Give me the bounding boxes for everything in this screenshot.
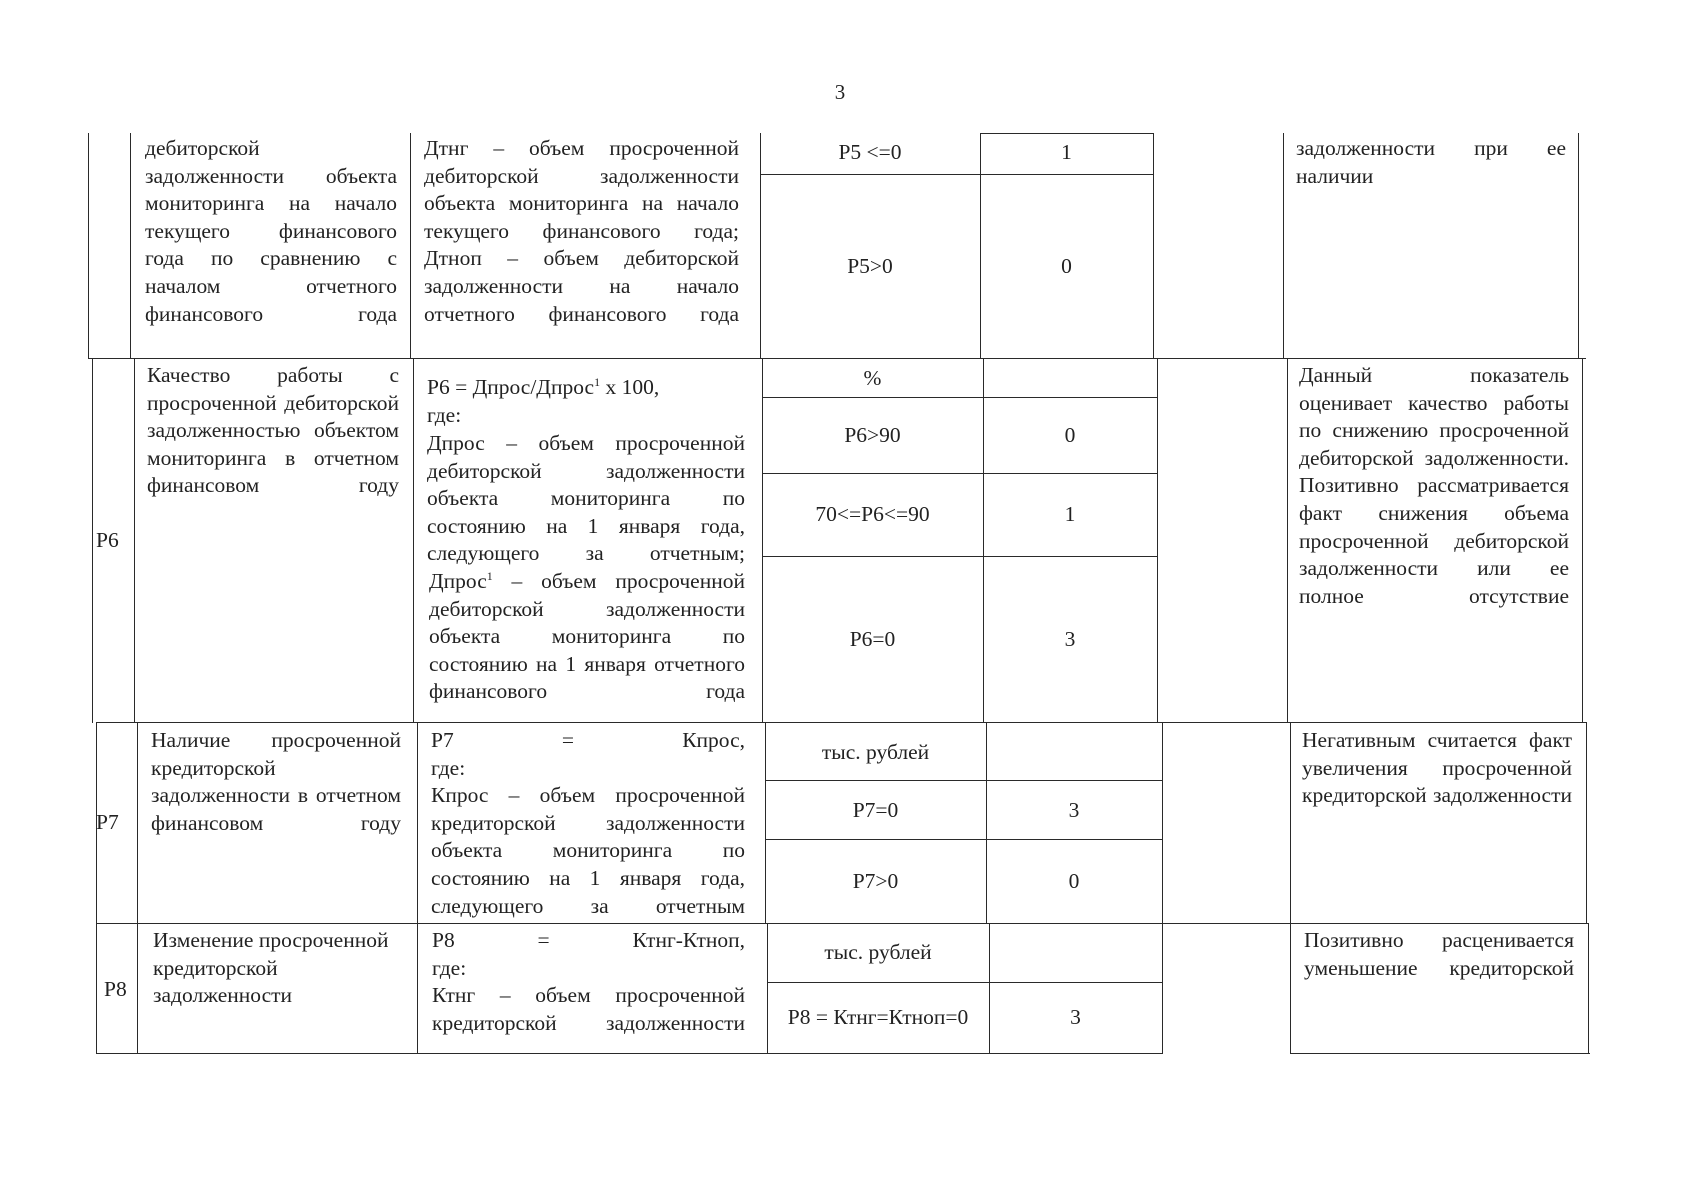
- indicator-comment: задолженности при ее наличии: [1296, 136, 1566, 188]
- condition-cell: P6>90: [844, 423, 901, 447]
- score-cell: 0: [1061, 254, 1072, 278]
- table-rule: [760, 174, 1153, 175]
- indicator-name: дебиторской задолженности объекта мониторинга на начало текущего финансового года по сравнению с началом отчетного финансового года: [145, 136, 397, 326]
- table-rule: [1578, 133, 1579, 359]
- formula-text: Дпрос: [429, 569, 487, 593]
- table-rule: [88, 133, 89, 359]
- table-rule: [762, 358, 763, 723]
- formula-line: [427, 374, 745, 402]
- table-rule: [760, 133, 761, 359]
- condition-cell: P5>0: [847, 254, 893, 278]
- table-rule: [92, 358, 93, 723]
- score-cell: 0: [1068, 869, 1080, 893]
- formula-superscript: 1: [486, 568, 493, 583]
- indicator-name: Изменение просроченной кредиторской задолженности: [153, 928, 389, 1008]
- table-rule: [765, 839, 1163, 840]
- formula-where: где:: [427, 403, 462, 427]
- score-cell: 1: [1064, 502, 1076, 526]
- indicator-code: P6: [96, 528, 119, 552]
- score-cell: 1: [1061, 140, 1072, 164]
- table-rule: [417, 722, 418, 1054]
- table-rule: [1290, 722, 1291, 1054]
- table-rule: [1157, 358, 1158, 723]
- table-rule: [96, 923, 1588, 924]
- table-rule: [130, 133, 131, 359]
- condition-cell: P7=0: [852, 798, 899, 822]
- table-rule: [1283, 133, 1284, 359]
- formula-text: – объем просроченной дебиторской задолженности объекта мониторинга по состоянию на 1 января отчетного финансового года: [429, 569, 745, 704]
- score-cell: 0: [1064, 423, 1076, 447]
- indicator-comment: Позитивно расценивается уменьшение кредиторской: [1304, 928, 1574, 980]
- page-number: 3: [834, 80, 846, 104]
- table-rule: [1582, 358, 1583, 723]
- table-rule: [1586, 722, 1587, 924]
- table-rule: [765, 780, 1163, 781]
- condition-cell: 70<=P6<=90: [815, 502, 930, 526]
- table-rule: [1588, 923, 1589, 1054]
- table-rule: [413, 358, 414, 723]
- unit-cell: тыс. рублей: [824, 940, 932, 964]
- table-rule: [767, 982, 1163, 983]
- indicator-formula: Дтнг – объем просроченной дебиторской задолженности объекта мониторинга на начало текущего финансового года; Дтноп – объем дебиторской задолженности на начало отчетного финансового года: [424, 136, 739, 326]
- indicator-name: Качество работы с просроченной дебиторской задолженностью объектом мониторинга в отчетном финансовом году: [147, 363, 399, 498]
- score-cell: 3: [1070, 1005, 1081, 1029]
- table-rule: [134, 358, 135, 723]
- table-rule: [137, 722, 138, 1054]
- table-rule: [762, 556, 1157, 557]
- condition-cell: P6=0: [849, 627, 896, 651]
- condition-cell: P7>0: [852, 869, 899, 893]
- formula-definition: [429, 568, 745, 706]
- score-cell: 3: [1068, 798, 1080, 822]
- indicator-formula: P7 = Кпрос, где: Кпрос – объем просроченной кредиторской задолженности объекта мониторинга по состоянию на 1 января года, следующего за отчетным: [431, 728, 745, 918]
- unit-cell: %: [863, 366, 882, 390]
- formula-text: x 100,: [600, 375, 660, 399]
- table-rule: [410, 133, 411, 359]
- table-rule: [762, 397, 1157, 398]
- table-rule: [1162, 722, 1163, 1054]
- table-rule: [96, 1053, 1163, 1054]
- table-rule: [1290, 1053, 1590, 1054]
- table-rule: [1153, 133, 1154, 359]
- table-rule: [980, 133, 1153, 134]
- indicator-comment: Негативным считается факт увеличения просроченной кредиторской задолженности: [1302, 728, 1572, 808]
- condition-cell: P8 = Ктнг=Ктноп=0: [787, 1005, 969, 1029]
- table-rule: [96, 722, 97, 1054]
- formula-definition: Дпрос – объем просроченной дебиторской задолженности объекта мониторинга по состоянию на 1 января года, следующего за отчетным;: [427, 431, 745, 566]
- table-rule: [1287, 358, 1288, 723]
- unit-cell: тыс. рублей: [821, 740, 930, 764]
- table-rule: [96, 722, 1586, 723]
- formula-text: P6 = Дпрос/Дпрос: [427, 375, 595, 399]
- formula-superscript: 1: [594, 374, 601, 389]
- table-rule: [989, 923, 990, 1054]
- indicator-code: P8: [104, 977, 127, 1001]
- table-rule: [980, 133, 981, 359]
- indicator-comment: Данный показатель оценивает качество работы по снижению просроченной дебиторской задолженности. Позитивно рассматривается факт снижения объема просроченной дебиторской задолженности или ее полное отсутствие: [1299, 363, 1569, 608]
- score-cell: 3: [1064, 627, 1076, 651]
- condition-cell: P5 <=0: [838, 140, 902, 164]
- table-rule: [983, 358, 984, 723]
- indicator-formula: P8 = Ктнг-Ктноп, где: Ктнг – объем просроченной кредиторской задолженности: [432, 928, 745, 1035]
- table-rule: [88, 358, 1586, 359]
- indicator-name: Наличие просроченной кредиторской задолженности в отчетном финансовом году: [151, 728, 401, 835]
- indicator-code: P7: [96, 810, 119, 834]
- table-rule: [762, 473, 1157, 474]
